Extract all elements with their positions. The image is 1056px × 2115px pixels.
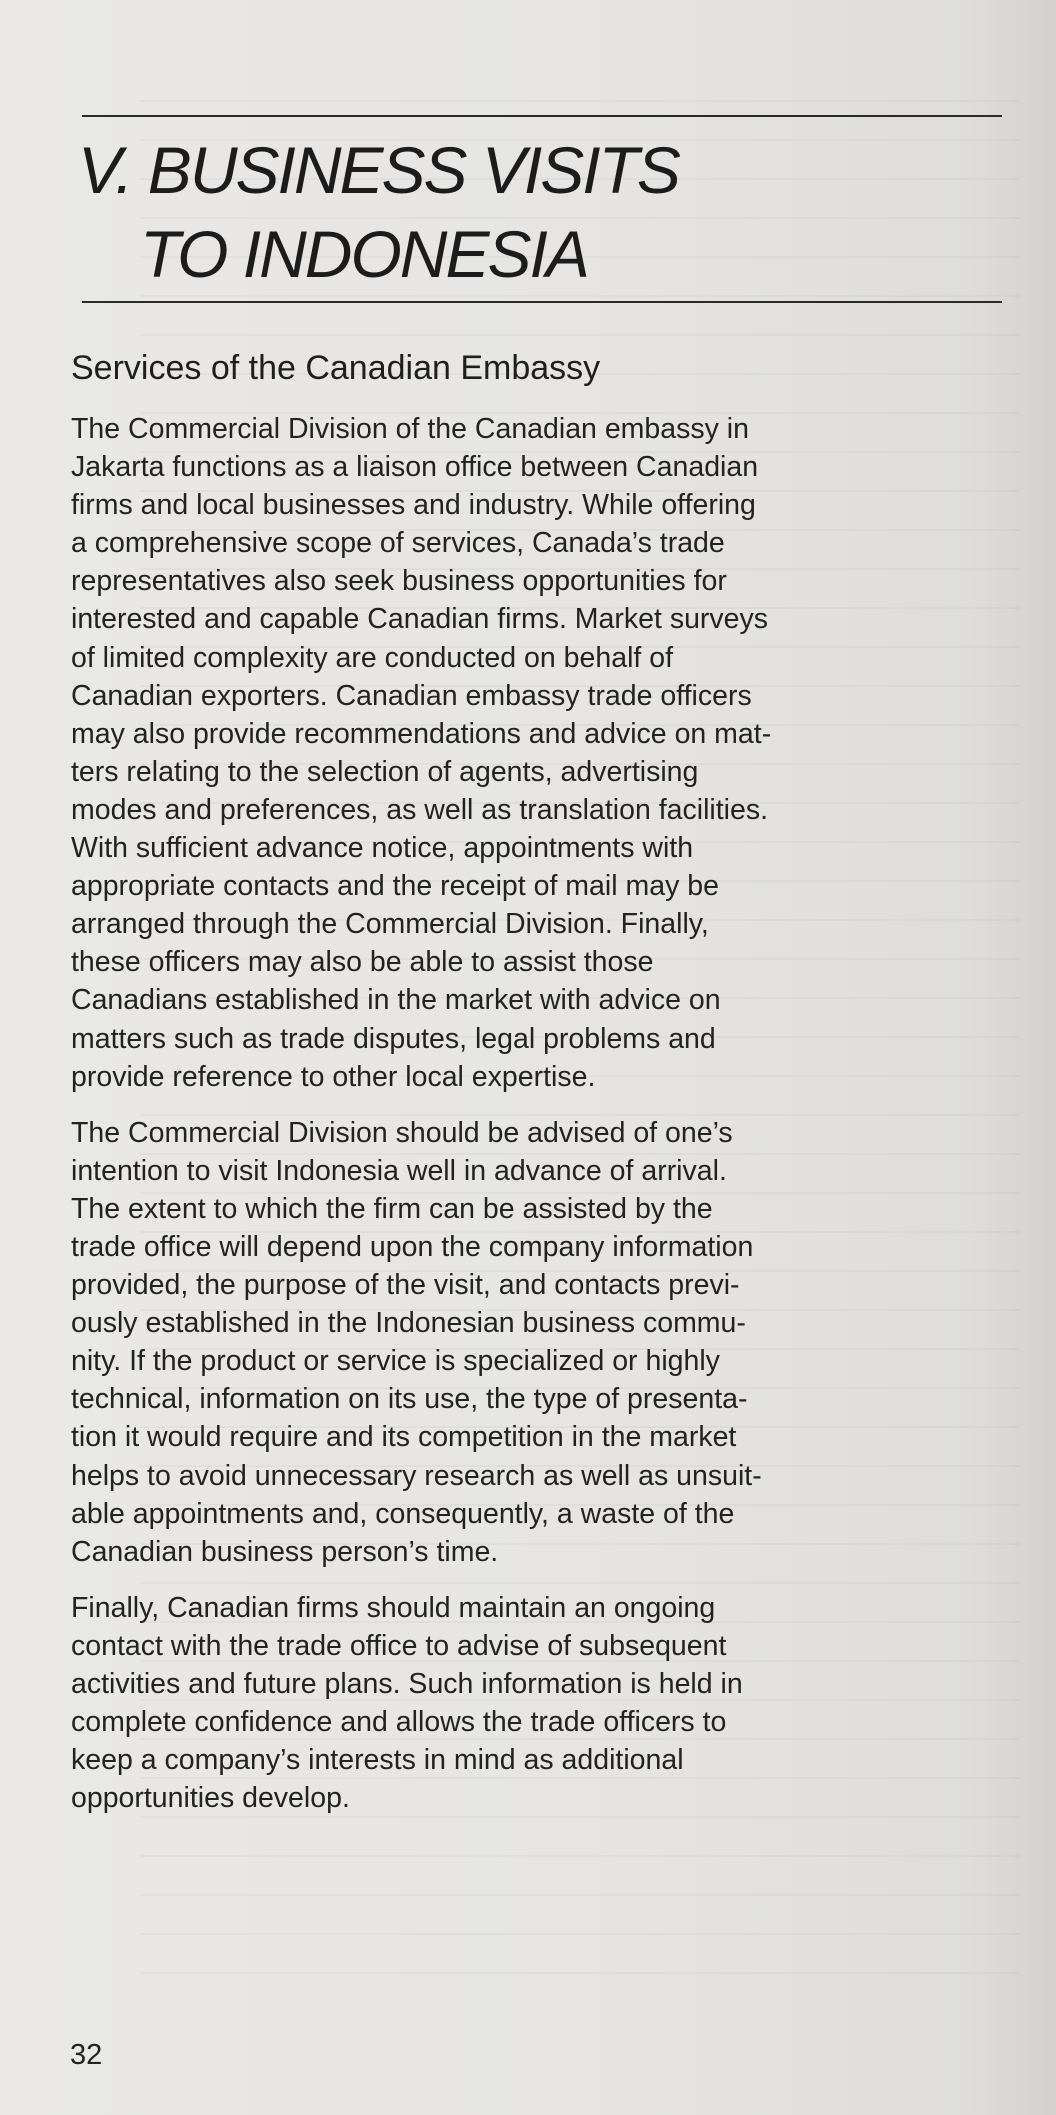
page-number: 32 [70, 2039, 103, 2071]
text-line: able appointments and, consequently, a waste of the [71, 1497, 735, 1530]
text-line: of limited complexity are conducted on behalf of [71, 641, 674, 674]
page-title [78, 128, 679, 296]
text-line: provide reference to other local expertise. [71, 1060, 596, 1093]
text-line: ously established in the Indonesian business commu- [71, 1307, 746, 1340]
text-line: Canadian business person’s time. [71, 1535, 499, 1568]
title-line-2: TO INDONESIA [140, 217, 588, 291]
text-line: activities and future plans. Such information is held in [71, 1668, 743, 1700]
text-line: provided, the purpose of the visit, and contacts previ- [71, 1269, 740, 1302]
text-line: nity. If the product or service is specialized or highly [71, 1345, 720, 1378]
text-line: Jakarta functions as a liaison office between Canadian [71, 451, 759, 484]
title-rule-top [82, 115, 1002, 117]
text-line: The Commercial Division of the Canadian embassy in [71, 413, 749, 445]
text-line: intention to visit Indonesia well in advance of arrival. [71, 1154, 727, 1187]
text-line: helps to avoid unnecessary research as well as unsuit- [71, 1459, 762, 1492]
text-line: contact with the trade office to advise of subsequent [71, 1629, 727, 1662]
text-line: The extent to which the firm can be assisted by the [71, 1192, 713, 1225]
text-line: these officers may also be able to assist those [71, 946, 654, 979]
text-line: ters relating to the selection of agents, advertising [71, 755, 699, 788]
text-line: complete confidence and allows the trade officers to [71, 1706, 727, 1739]
paragraph [71, 410, 1011, 1096]
text-line: arranged through the Commercial Division. Finally, [71, 908, 709, 941]
body-text [71, 410, 1011, 1835]
text-line: interested and capable Canadian firms. Market surveys [71, 603, 769, 636]
text-line: may also provide recommendations and advice on mat- [71, 717, 772, 750]
text-line: matters such as trade disputes, legal problems and [71, 1022, 716, 1055]
section-heading: Services of the Canadian Embassy [71, 349, 601, 387]
text-line: opportunities develop. [71, 1782, 350, 1815]
text-line: representatives also seek business opportunities for [71, 565, 727, 598]
text-line: With sufficient advance notice, appointments with [71, 832, 694, 865]
text-line: keep a company’s interests in mind as additional [71, 1744, 684, 1777]
paragraph [71, 1114, 1011, 1571]
text-line: Canadians established in the market with advice on [71, 984, 721, 1017]
text-line: The Commercial Division should be advised of one’s [71, 1116, 733, 1149]
text-line: Canadian exporters. Canadian embassy trade officers [71, 679, 752, 712]
text-line: technical, information on its use, the type of presenta- [71, 1383, 748, 1416]
title-line-1: V. BUSINESS VISITS [78, 133, 679, 207]
paragraph [71, 1589, 1011, 1818]
text-line: a comprehensive scope of services, Canada’s trade [71, 527, 725, 560]
text-line: modes and preferences, as well as translation facilities. [71, 793, 769, 826]
text-line: tion it would require and its competition in the market [71, 1421, 737, 1454]
text-line: trade office will depend upon the company information [71, 1230, 754, 1263]
title-rule-bottom [82, 301, 1002, 303]
text-line: appropriate contacts and the receipt of mail may be [71, 870, 719, 903]
text-line: Finally, Canadian firms should maintain an ongoing [71, 1591, 716, 1624]
text-line: firms and local businesses and industry. While offering [71, 489, 756, 522]
